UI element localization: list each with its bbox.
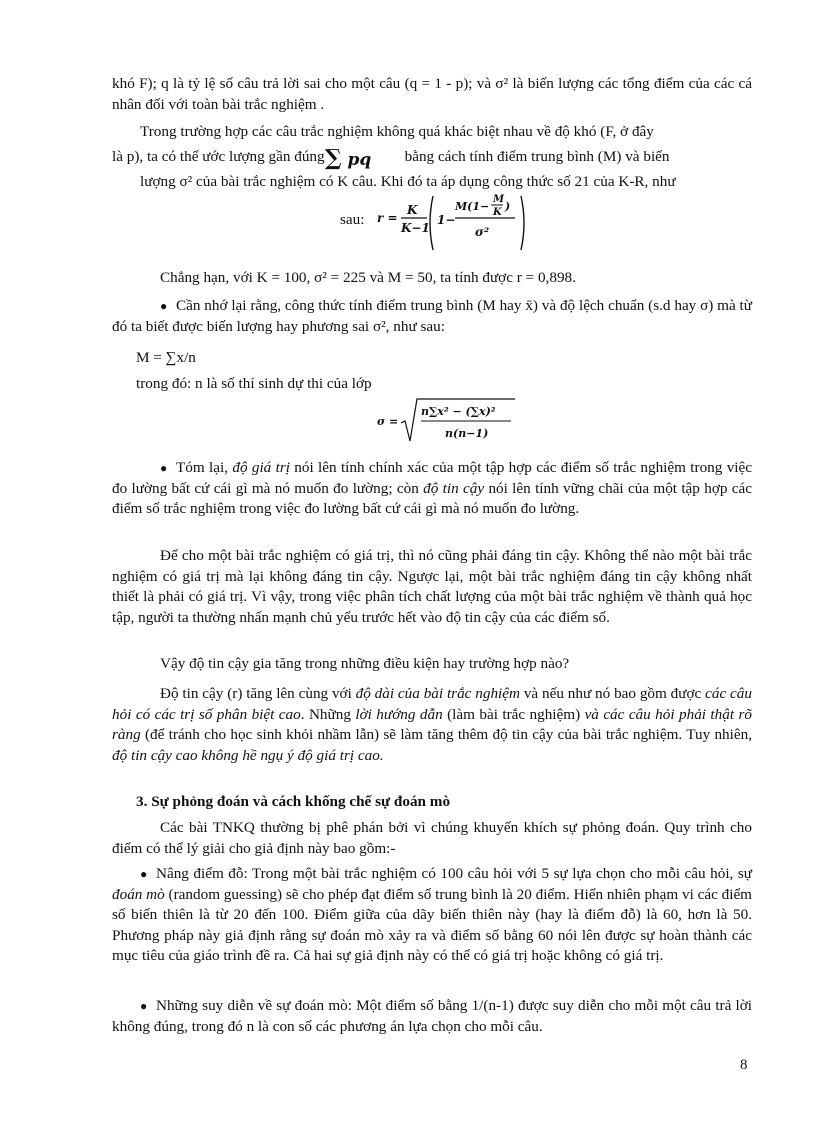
text: sau: [340,211,365,228]
text: . Những [300,705,356,723]
text-italic: đoán mò [112,885,165,903]
text-italic: độ dài của bài trắc nghiệm [355,685,520,702]
text: nói lên tính chính xác của một tập hợp các điểm số trắc nghiệm trong việc đo lường bất cứ cái gì mà nó muốn đo lường; còn [112,459,752,497]
text-italic: độ giá trị [232,459,290,476]
r-symbol: r = [377,211,398,225]
text: Để cho một bài trắc nghiệm có giá trị, thì nó cũng phải đáng tin cậy. Không thể nào một bài trắc nghiệm có giá trị mà lại không đáng tin cậy. Ngược lại, một bài trắc nghiệm đáng tin cậy không nhất thiết là phải có giá trị. Vì vậy, trong việc phân tích chất lượng của một bài trắc nghiệm về thành quả học tập, người ta thường nhấn mạnh chủ yếu trước hết vào độ tin cậy của các điểm số. [112,547,752,626]
svg-text:σ²: σ² [475,225,490,239]
text: và nếu như nó bao gồm được [519,685,706,702]
paragraph-8 [112,654,752,675]
pq-text: pq [347,150,372,170]
text: khó F); q là tỷ lệ số câu trả lời sai cho một câu (q = 1 - p); và σ² là biến lượng các tổng điểm của các cá nhân đối với toàn bài trắc nghiệm . [112,75,752,113]
text: lượng σ² của bài trắc nghiệm có K câu. Khi đó ta áp dụng công thức số 21 của K-R, như [140,173,676,190]
paragraph-11 [112,864,752,967]
svg-text:n∑x² − (∑x)²: n∑x² − (∑x)² [421,405,496,418]
svg-text:M(1−: M(1− [455,200,490,213]
text: là p), ta có thể ước lượng gần đúng [112,148,325,165]
paragraph-6 [112,458,752,520]
bullet-icon: ● [160,461,168,475]
kr21-formula [375,188,535,258]
svg-text:n(n−1): n(n−1) [445,427,489,440]
paragraph-10 [112,818,752,859]
text: Cần nhớ lại rằng, công thức tính điểm trung bình (M hay x̄) và độ lệch chuẩn (s.d hay σ) mà từ đó ta biết được biến lượng hay phương sai σ², như sau: [112,297,752,335]
section-heading [136,792,736,813]
text: Nâng điểm đỗ: Trong một bài trắc nghiệm có 100 câu hỏi với 5 sự lựa chọn cho mỗi câu hỏi, sự [156,865,752,882]
text: Những suy diễn về sự đoán mò: Một điểm số bằng 1/(n-1) được suy diễn cho mỗi một câu trả lời không đúng, trong đó n là con số các phương án lựa chọn cho mỗi câu. [112,997,752,1035]
text: trong đó: n là số thí sinh dự thi của lớp [136,375,372,392]
paragraph-4 [160,268,752,289]
paragraph-2 [112,122,752,143]
text-italic: lời hướng dẫn [355,705,443,723]
bullet-icon: ● [160,299,168,313]
svg-text:M: M [493,194,505,205]
text: Tóm lại, [176,459,233,476]
text-italic: và các câu hỏi phải thật rõ ràng [112,705,752,743]
formula-mean [136,348,436,369]
text: Các bài TNKQ thường bị phê phán bởi vì chúng khuyến khích sự phỏng đoán. Quy trình cho điểm có thể lý giải cho giả định này bao gồm:- [112,819,752,857]
text: bằng cách tính điểm trung bình (M) và biến [404,148,670,165]
paragraph-where [136,374,636,395]
one: 1− [437,213,456,227]
text: nói lên tính vững chãi của một tập hợp các điểm số trắc nghiệm trong việc đo lường bất cứ cái gì mà nó muốn đo lường. [112,479,752,517]
paragraph-12 [112,996,752,1037]
svg-text:K: K [493,207,502,218]
text: Trong trường hợp các câu trắc nghiệm không quá khác biệt nhau về độ khó (F, ở đây [140,123,654,140]
text: Vậy độ tin cậy gia tăng trong những điều kiện hay trường hợp nào? [160,655,570,672]
svg-text:): ) [505,200,511,213]
text: (làm bài trắc nghiệm) [442,705,585,723]
text-italic: độ tin cậy cao không hề ngụ ý độ giá trị cao. [112,746,384,764]
page-number: 8 [740,1057,748,1073]
paragraph-5 [112,296,752,337]
bullet-icon: ● [140,999,148,1013]
kr-den: K−1 [401,221,430,235]
paragraph-7 [112,546,752,628]
text: Chẳng hạn, với K = 100, σ² = 225 và M = 50, ta tính được r = 0,898. [160,269,576,286]
paragraph-1 [112,74,752,115]
sigma-formula [377,395,517,447]
paragraph-2b [112,147,752,168]
text: M = ∑x/n [136,349,196,366]
text: (random guessing) sẽ cho phép đạt điểm số trung bình là 20 điểm. Hiển nhiên phạm vi các điểm số biến thiên là từ 20 đến 100. Điểm giữa của dãy biến thiên này (hay là điểm đỗ) là 60, hơn là 50. Phương pháp này giả định rằng sự đoán mò xảy ra và điểm số bằng 60 nói lên được sự hoàn thành các mục tiêu của giáo trình đề ra. Cả hai sự giả định này có thể có giá trị hoặc không có giá trị. [112,885,752,964]
bullet-icon: ● [140,867,148,881]
kr-num: K [407,203,418,217]
text: (để tránh cho học sinh khỏi nhầm lẫn) sẽ làm tăng thêm độ tin cậy của bài trắc nghiệm. Tuy nhiên, [140,726,752,743]
text: Độ tin cậy (r) tăng lên cùng với [160,685,356,702]
sum-pq-formula: ∑ pq [325,145,372,171]
text-italic: độ tin cậy [423,479,485,497]
paragraph-9 [112,684,752,766]
svg-text:σ =: σ = [377,415,399,428]
text-italic: các câu hỏi có các trị số phân biệt cao [112,685,752,723]
heading-text: 3. Sự phỏng đoán và cách khống chế sự đoán mò [136,793,451,810]
